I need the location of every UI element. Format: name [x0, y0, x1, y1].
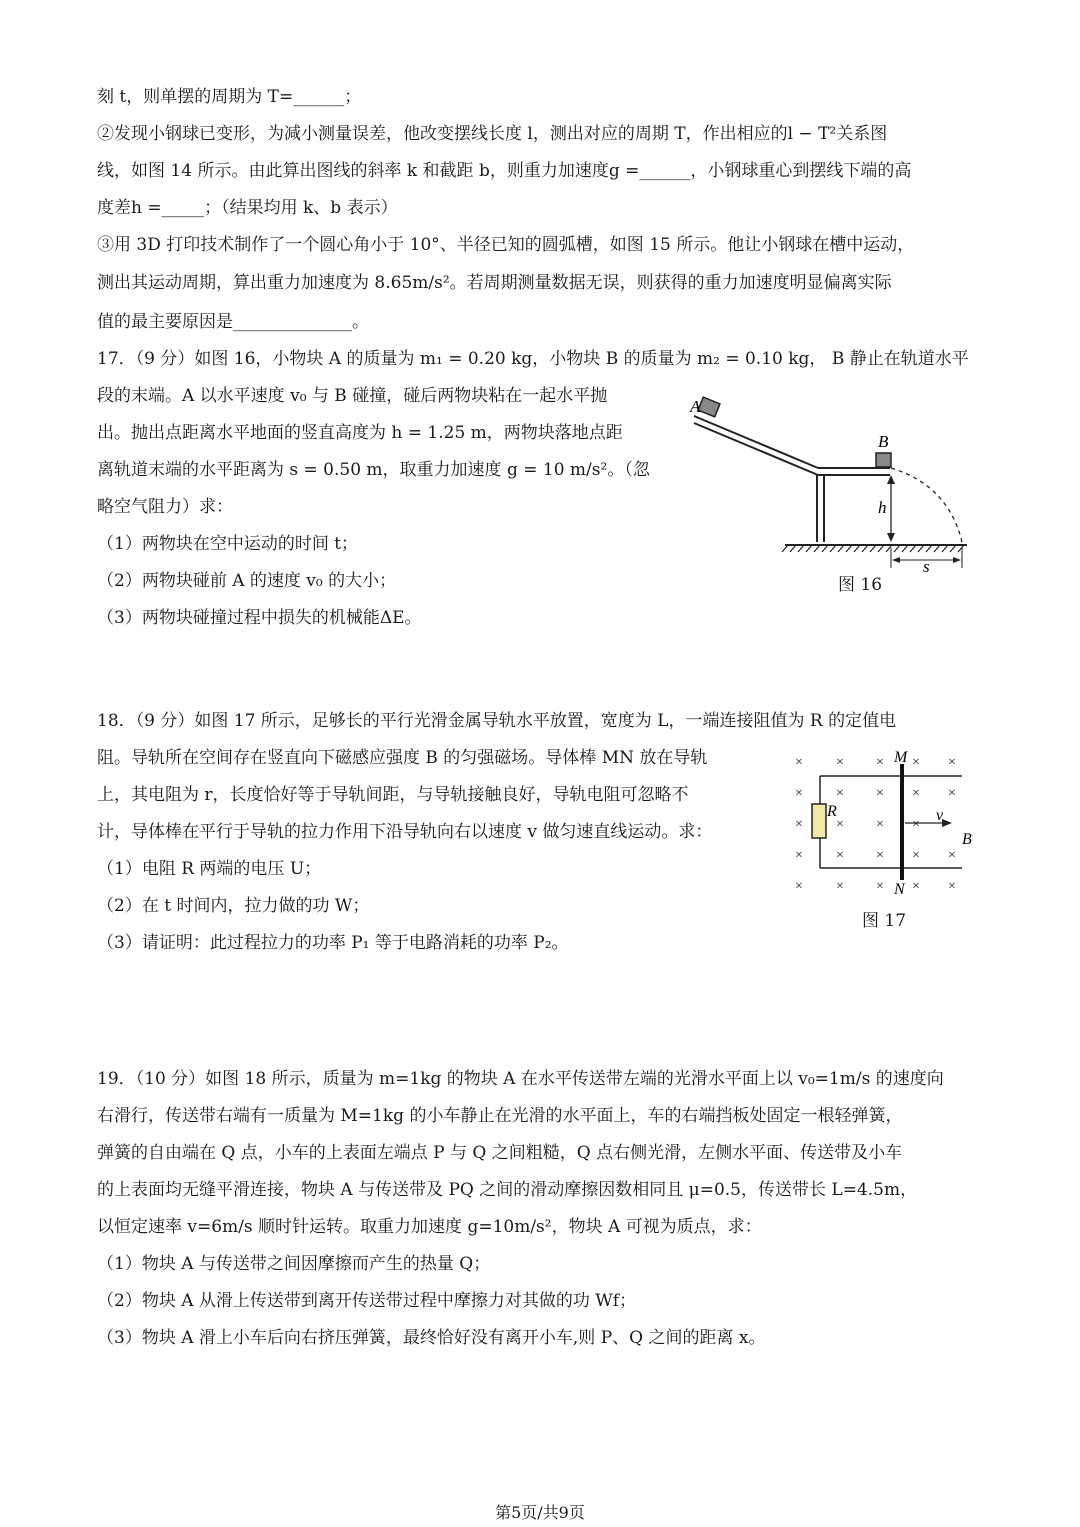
text-line: 值的最主要原因是______________。 — [97, 312, 369, 332]
question-18-stem: 18．（9 分）如图 17 所示，足够长的平行光滑金属导轨水平放置，宽度为 L，一端连接阻值为 R 的定值电 — [97, 711, 897, 731]
sub-question-2: （2）物块 A 从滑上传送带到离开传送带过程中摩擦力对其做的功 Wf； — [97, 1291, 637, 1311]
svg-text:×: × — [836, 848, 844, 863]
block-b — [876, 453, 891, 467]
svg-text:×: × — [795, 786, 803, 801]
svg-text:×: × — [948, 786, 956, 801]
svg-text:×: × — [836, 817, 844, 832]
svg-text:×: × — [795, 755, 803, 770]
text-line: 出。抛出点距离水平地面的竖直高度为 h = 1.25 m，两物块落地点距 — [97, 423, 623, 443]
label-m: M — [894, 749, 908, 766]
svg-text:×: × — [836, 786, 844, 801]
label-v: v — [936, 807, 944, 824]
page-number: 第5页/共9页 — [495, 1503, 585, 1522]
text-line: 阻。导轨所在空间存在竖直向下磁感应强度 B 的匀强磁场。导体棒 MN 放在导轨 — [97, 748, 708, 768]
question-19-stem: 19．（10 分）如图 18 所示，质量为 m=1kg 的物块 A 在水平传送带左端的光滑水平面上以 v₀=1m/s 的速度向 — [97, 1069, 944, 1089]
text-line: 的上表面均无缝平滑连接，物块 A 与传送带及 PQ 之间的滑动摩擦因数相同且 μ=0.5，传送带长 L=4.5m， — [97, 1180, 918, 1200]
block-a — [698, 397, 720, 417]
sub-question-3: （3）请证明：此过程拉力的功率 P₁ 等于电路消耗的功率 P₂。 — [97, 933, 569, 953]
svg-text:×: × — [912, 879, 920, 894]
label-h: h — [878, 498, 887, 517]
label-field-b: B — [962, 831, 972, 848]
text-line: 略空气阻力）求： — [97, 497, 233, 517]
resistor — [812, 804, 826, 838]
label-r: R — [827, 803, 837, 820]
text-line: ③用 3D 打印技术制作了一个圆心角小于 10°、半径已知的圆弧槽，如图 15 所示。他让小钢球在槽中运动， — [97, 235, 915, 255]
svg-text:×: × — [836, 755, 844, 770]
svg-text:×: × — [912, 786, 920, 801]
sub-question-2: （2）两物块碰前 A 的速度 v₀ 的大小； — [97, 571, 397, 591]
svg-text:×: × — [912, 848, 920, 863]
sub-question-3: （3）物块 A 滑上小车后向右挤压弹簧，最终恰好没有离开小车,则 P、Q 之间的距离 x。 — [97, 1328, 766, 1348]
text-line: 刻 t，则单摆的周期为 T=______； — [97, 87, 362, 107]
text-line: 线，如图 14 所示。由此算出图线的斜率 k 和截距 b，则重力加速度g =______，小钢球重心到摆线下端的高 — [97, 161, 912, 181]
label-s: s — [923, 557, 930, 576]
text-line: 右滑行，传送带右端有一质量为 M=1kg 的小车静止在光滑的水平面上，车的右端挡板处固定一根轻弹簧， — [97, 1106, 903, 1126]
figure-16-caption: 图 16 — [838, 575, 883, 595]
text-line: 离轨道末端的水平距离为 s = 0.50 m，取重力加速度 g = 10 m/s²。（忽 — [97, 460, 650, 480]
text-line: 上，其电阻为 r，长度恰好等于导轨间距，与导轨接触良好，导轨电阻可忽略不 — [97, 785, 689, 805]
label-n: N — [894, 881, 905, 898]
text-line: 以恒定速率 v=6m/s 顺时针运转。取重力加速度 g=10m/s²，物块 A 可视为质点，求： — [97, 1217, 762, 1237]
svg-text:×: × — [876, 879, 884, 894]
sub-question-1: （1）电阻 R 两端的电压 U； — [97, 859, 322, 879]
text-line: 度差h =_____；（结果均用 k、b 表示） — [97, 198, 398, 218]
question-17-stem: 17．（9 分）如图 16，小物块 A 的质量为 m₁ = 0.20 kg，小物块 B 的质量为 m₂ = 0.10 kg， B 静止在轨道水平 — [97, 349, 969, 369]
text-line: 测出其运动周期，算出重力加速度为 8.65m/s²。若周期测量数据无误，则获得的重力加速度明显偏离实际 — [97, 273, 892, 293]
svg-text:×: × — [795, 848, 803, 863]
svg-text:×: × — [912, 817, 920, 832]
sub-question-2: （2）在 t 时间内，拉力做的功 W； — [97, 896, 370, 916]
svg-text:×: × — [912, 755, 920, 770]
text-line: 弹簧的自由端在 Q 点，小车的上表面左端点 P 与 Q 之间粗糙，Q 点右侧光滑，左侧水平面、传送带及小车 — [97, 1143, 903, 1163]
text-line: 段的末端。A 以水平速度 v₀ 与 B 碰撞，碰后两物块粘在一起水平抛 — [97, 386, 608, 406]
svg-text:×: × — [876, 817, 884, 832]
svg-text:×: × — [876, 786, 884, 801]
text-line: ②发现小钢球已变形，为减小测量误差，他改变摆线长度 l，测出对应的周期 T，作出相应的l − T²关系图 — [97, 124, 888, 144]
svg-text:×: × — [948, 848, 956, 863]
svg-text:×: × — [876, 848, 884, 863]
svg-text:×: × — [795, 817, 803, 832]
svg-text:×: × — [948, 755, 956, 770]
svg-text:×: × — [876, 755, 884, 770]
sub-question-1: （1）两物块在空中运动的时间 t； — [97, 534, 359, 554]
label-b: B — [878, 432, 889, 451]
figure-17-caption: 图 17 — [862, 911, 907, 931]
svg-text:×: × — [948, 879, 956, 894]
figure-17-diagram — [790, 746, 980, 896]
sub-question-3: （3）两物块碰撞过程中损失的机械能ΔE。 — [97, 608, 422, 628]
svg-text:×: × — [795, 879, 803, 894]
label-a: A — [690, 397, 701, 416]
svg-text:×: × — [836, 879, 844, 894]
figure-16-diagram — [680, 390, 980, 590]
sub-question-1: （1）物块 A 与传送带之间因摩擦而产生的热量 Q； — [97, 1254, 491, 1274]
text-line: 计，导体棒在平行于导轨的拉力作用下沿导轨向右以速度 v 做匀速直线运动。求： — [97, 822, 713, 842]
